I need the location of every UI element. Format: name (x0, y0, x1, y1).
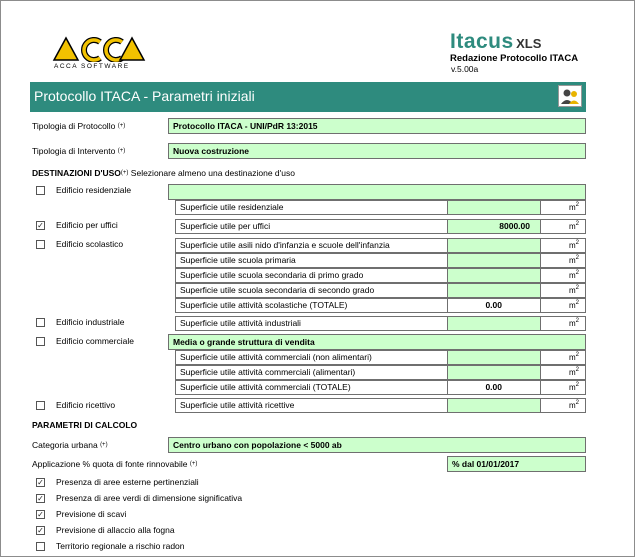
tipologia-intervento-select[interactable]: Nuova costruzione (168, 143, 586, 159)
fogna-label: Previsione di allaccio alla fogna (56, 525, 175, 535)
sup-uffici-label: Superficie utile per uffici (175, 219, 448, 234)
ricettivo-checkbox[interactable] (36, 401, 45, 410)
users-icon[interactable] (558, 85, 582, 107)
product-suffix: XLS (516, 36, 542, 51)
scavi-label: Previsione di scavi (56, 509, 127, 519)
sup-uffici-input[interactable]: 8000.00 (447, 219, 541, 234)
sup-residenziale-label: Superficie utile residenziale (175, 200, 448, 215)
sup-scolastico-label: Superficie utile scuola secondaria di secondo grado (175, 283, 448, 298)
scolastico-label: Edificio scolastico (56, 239, 124, 249)
acca-logo-sub: ACCA SOFTWARE (54, 63, 130, 70)
sup-scolastico-input[interactable] (447, 268, 541, 283)
destinazioni-heading: DESTINAZIONI D'USO(+) Selezionare almeno una destinazione d'uso (32, 168, 295, 178)
commerciale-label: Edificio commerciale (56, 336, 134, 346)
ricettivo-label: Edificio ricettivo (56, 400, 116, 410)
unit-m2: $m^2$ (540, 316, 586, 331)
industriale-label: Edificio industriale (56, 317, 125, 327)
uffici-checkbox[interactable]: ✓ (37, 221, 44, 230)
scavi-checkbox[interactable]: ✓ (37, 510, 44, 519)
unit-m2: $m^2$ (540, 365, 586, 380)
aree-verdi-label: Presenza di aree verdi di dimensione significativa (56, 493, 243, 503)
tipologia-intervento-label: Tipologia di Intervento (+) (32, 146, 126, 156)
fonte-rinnovabile-label: Applicazione % quota di fonte rinnovabile (+) (32, 459, 198, 469)
categoria-urbana-label: Categoria urbana (+) (32, 440, 108, 450)
product-logo (450, 30, 590, 74)
sup-commerciale-totale-value: 0.00 (447, 380, 541, 395)
acca-logo (52, 34, 148, 74)
sup-industriale-label: Superficie utile attività industriali (175, 316, 448, 331)
sup-scolastico-input[interactable] (447, 283, 541, 298)
sup-scolastico-label: Superficie utile asili nido d'infanzia e scuole dell'infanzia (175, 238, 448, 253)
radon-checkbox[interactable] (36, 542, 45, 551)
residenziale-checkbox[interactable] (36, 186, 45, 195)
unit-m2: $m^2$ (540, 238, 586, 253)
industriale-checkbox[interactable] (36, 318, 45, 327)
radon-label: Territorio regionale a rischio radon (56, 541, 185, 551)
tipologia-protocollo-select[interactable]: Protocollo ITACA - UNI/PdR 13:2015 (168, 118, 586, 134)
unit-m2: $m^2$ (540, 253, 586, 268)
residenziale-type-field[interactable] (168, 184, 586, 200)
sup-scolastico-totale-value: 0.00 (447, 298, 541, 313)
residenziale-label: Edificio residenziale (56, 185, 132, 195)
parametri-heading: PARAMETRI DI CALCOLO (32, 420, 138, 430)
commerciale-type-select[interactable]: Media o grande struttura di vendita (168, 334, 586, 350)
fogna-checkbox[interactable]: ✓ (37, 526, 44, 535)
sup-ricettivo-label: Superficie utile attività ricettive (175, 398, 448, 413)
fonte-rinnovabile-select[interactable]: % dal 01/01/2017 (447, 456, 586, 472)
unit-m2: $m^2$ (540, 283, 586, 298)
sup-commerciale-label: Superficie utile attività commerciali (alimentari) (175, 365, 448, 380)
product-version: v.5.00a (451, 64, 479, 74)
unit-m2: $m^2$ (540, 268, 586, 283)
unit-m2: $m^2$ (540, 219, 586, 234)
unit-m2: $m^2$ (540, 380, 586, 395)
sup-scolastico-totale-label: Superficie utile attività scolastiche (TOTALE) (175, 298, 448, 313)
tipologia-protocollo-label: Tipologia di Protocollo (+) (32, 121, 126, 131)
sup-scolastico-input[interactable] (447, 238, 541, 253)
product-subtitle: Redazione Protocollo ITACA (450, 53, 579, 64)
sup-scolastico-input[interactable] (447, 253, 541, 268)
aree-esterne-label: Presenza di aree esterne pertinenziali (56, 477, 199, 487)
sup-scolastico-label: Superficie utile scuola primaria (175, 253, 448, 268)
sup-commerciale-totale-label: Superficie utile attività commerciali (TOTALE) (175, 380, 448, 395)
aree-esterne-checkbox[interactable]: ✓ (37, 478, 44, 487)
sup-residenziale-input[interactable] (447, 200, 541, 215)
unit-m2: $m^2$ (540, 398, 586, 413)
unit-m2: $m^2$ (540, 200, 586, 215)
aree-verdi-checkbox[interactable]: ✓ (37, 494, 44, 503)
sup-scolastico-label: Superficie utile scuola secondaria di primo grado (175, 268, 448, 283)
categoria-urbana-select[interactable]: Centro urbano con popolazione < 5000 ab (168, 437, 586, 453)
sup-commerciale-label: Superficie utile attività commerciali (non alimentari) (175, 350, 448, 365)
sup-commerciale-input[interactable] (447, 365, 541, 380)
sup-ricettivo-input[interactable] (447, 398, 541, 413)
scolastico-checkbox[interactable] (36, 240, 45, 249)
unit-m2: $m^2$ (540, 298, 586, 313)
sup-industriale-input[interactable] (447, 316, 541, 331)
uffici-label: Edificio per uffici (56, 220, 118, 230)
acca-logo-mark (52, 34, 148, 62)
commerciale-checkbox[interactable] (36, 337, 45, 346)
header-bar (30, 82, 586, 112)
unit-m2: $m^2$ (540, 350, 586, 365)
sup-commerciale-input[interactable] (447, 350, 541, 365)
product-name: Itacus (450, 30, 514, 53)
page-title: Protocollo ITACA - Parametri iniziali (34, 88, 255, 104)
